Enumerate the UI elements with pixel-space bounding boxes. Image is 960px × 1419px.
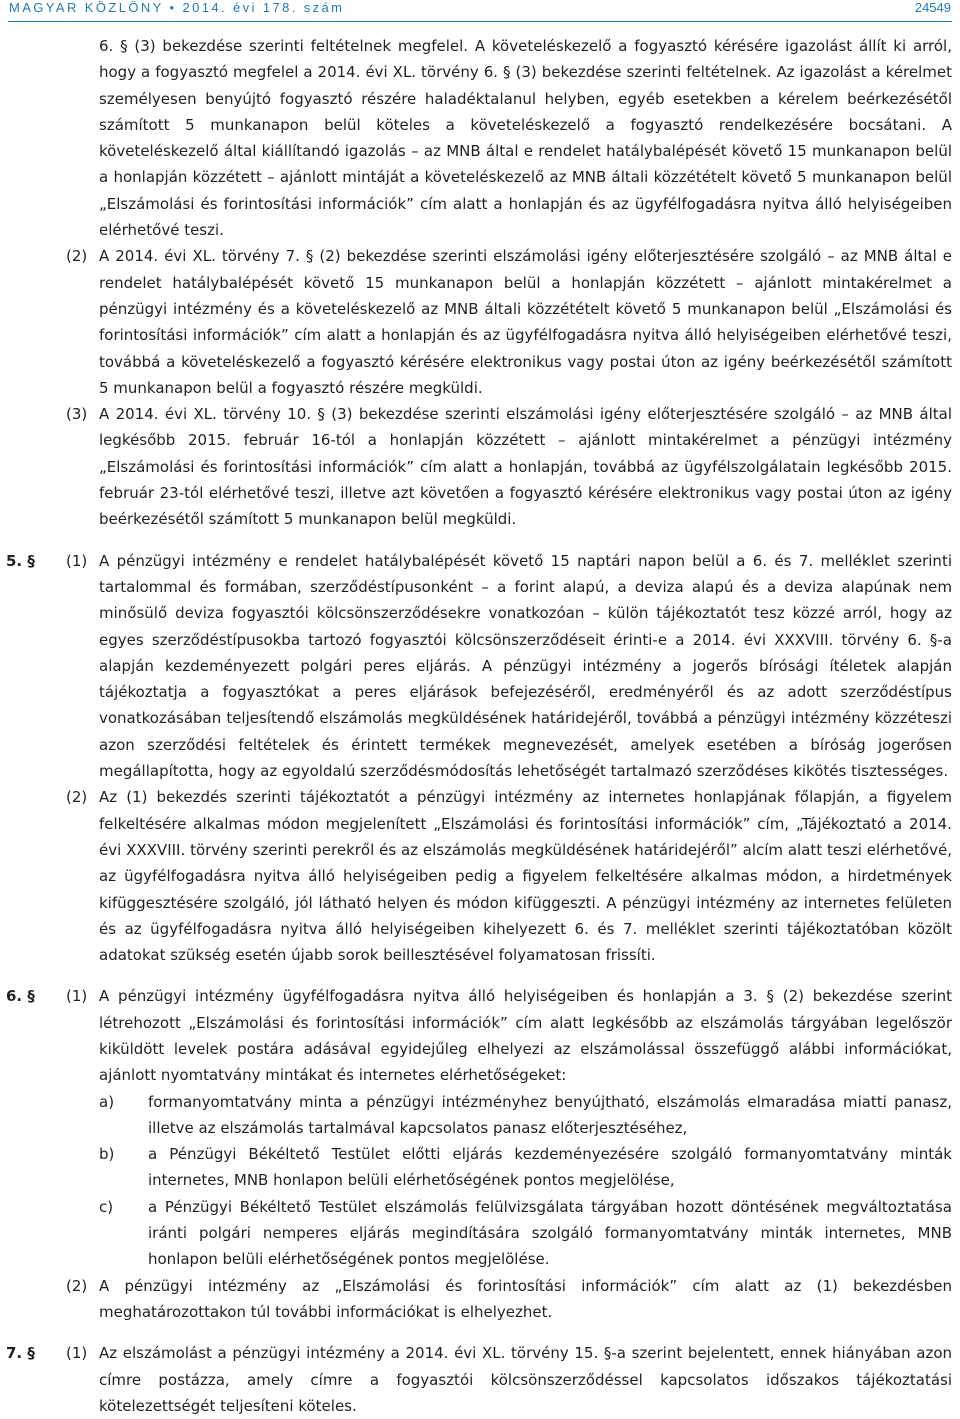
document-body: [0, 33, 960, 1419]
paragraph-text: A 2014. évi XL. törvény 10. § (3) bekezdése szerinti elszámolási igény előterjesztésére szolgáló – az MNB által legkésőbb 2015. február 16-tól a honlapján közzétett – ajánlott mintakérelmet a pénzügyi intézmény „Elszámolási és forintosítási információk” cím alatt a honlapján, továbbá az ügyfélszolgálatain legkésőbb 2015. február 23-tól elérhetővé teszi, illetve azt követően a fogyasztó kérésére elektronikus vagy postai úton az igény beérkezésétől számított 5 munkanapon belül megküldi.: [99, 405, 952, 529]
section-7-paragraph-1: [0, 1340, 960, 1419]
paragraph-number: (1): [66, 551, 88, 570]
list-item-text: a Pénzügyi Békéltető Testület előtti eljárás kezdeményezésére szolgáló formanyomtatvány minták internetes, MNB honlapon belüli elérhetőségének pontos megjelölése,: [148, 1145, 952, 1190]
section-label: 6. §: [6, 987, 35, 1006]
list-item-label: c): [99, 1197, 114, 1216]
section-label: 7. §: [6, 1344, 35, 1363]
intro-paragraph-2: [0, 243, 960, 401]
header-divider: [8, 21, 952, 22]
paragraph-text: A pénzügyi intézmény ügyfélfogadásra nyitva álló helyiségeiben és honlapján a 3. § (2) bekezdése szerint létrehozott „Elszámolási és forintosítási információk” cím alatt legkésőbb az elszámolás tárgyában legelőször kiküldött levelek postára adásával egyidejűleg elhelyezi az elszámolással összefüggő alábbi információkat, ajánlott nyomtatvány mintákat és internetes elérhetőségeket:: [99, 987, 952, 1085]
page-header: [0, 0, 960, 18]
paragraph-text: A pénzügyi intézmény e rendelet hatálybalépését követő 15 naptári napon belül a 6. és 7. melléklet szerinti tartalommal és formában, szerződéstípusonként – a forint alapú, a deviza alapú és a deviza alapúnak nem minősülő deviza fogyasztói kölcsönszerződésekre vonatkozóan – külön tájékoztatót tesz közzé arról, hogy az egyes szerződéstípusokba tartozó fogyasztói kölcsönszerződéseit érinti-e a 2014. évi XXXVIII. törvény 6. §-a alapján kezdeményezett polgári peres eljárás. A pénzügyi intézmény a jogerős bírósági ítéletek alapján tájékoztatja a fogyasztókat a peres eljárások befejezéséről, eredményéről és az adott szerződéstípus vonatkozásában teljesítendő elszámolás megküldésének határidejéről, továbbá a pénzügyi intézmény közzéteszi azon szerződési feltételek és érintett termékek megnevezését, amelyek esetében a bíróság jogerősen megállapította, hogy az egyoldalú szerződésmódosítás lehetőségét tartalmazó szerződéses kikötés tisztességes.: [99, 551, 952, 781]
paragraph-number: (2): [66, 788, 88, 807]
intro-paragraph: 6. § (3) bekezdése szerinti feltételnek megfelel. A követeléskezelő a fogyasztó kérésére igazolást állít ki arról, hogy a fogyasztó megfelel a 2014. évi XL. törvény 6. § (3) bekezdése szerinti feltételnek. Az igazolást a kérelmet személyesen benyújtó fogyasztó részére haladéktalanul helyben, egyéb esetekben a kérelem beérkezésétől számított 5 munkanapon belül köteles a követeléskezelő a fogyasztó rendelkezésére bocsátani. A követeléskezelő által kiállítandó igazolás – az MNB által e rendelet hatálybalépését követő 15 munkanapon belül a honlapján közzétett – ajánlott mintáját a követeléskezelő az MNB általi közzétételt követő 5 munkanapon belül „Elszámolási és forintosítási információk” cím alatt a honlapján és az ügyfélfogadásra nyitva álló helyiségeiben elérhetővé teszi.: [99, 37, 952, 240]
list-item-label: b): [99, 1145, 115, 1164]
section-5-paragraph-1: [0, 548, 960, 785]
paragraph-number: (3): [66, 405, 88, 424]
page-number: 24549: [914, 0, 951, 15]
section-label: 5. §: [6, 551, 35, 570]
list-item-label: a): [99, 1092, 115, 1111]
paragraph-text: Az (1) bekezdés szerinti tájékoztatót a pénzügyi intézmény az internetes honlapjának főlapján, a figyelem felkeltésére alkalmas módon megjelenített „Elszámolási és forintosítási információk” cím, „Tájékoztató a 2014. évi XXXVIII. törvény szerinti perekről és az elszámolás megküldésének határidejéről” alcím alatt teszi elérhetővé, az ügyfélfogadásra nyitva álló helyiségeiben pedig a figyelem felkeltésére alkalmas módon, a hirdetmények kifüggesztésére szolgáló, jól látható helyen és módon kifüggeszti. A pénzügyi intézmény az internetes felületen és az ügyfélfogadásra nyitva álló helyiségeiben kihelyezett 6. és 7. melléklet szerinti tájékoztatóban közölt adatokat szükség esetén újabb sorok beillesztésével folyamatosan frissíti.: [99, 788, 952, 965]
section-6-paragraph-1: [0, 983, 960, 1088]
section-6-paragraph-2: [0, 1273, 960, 1326]
list-item-c: [0, 1194, 960, 1273]
list-item-text: a Pénzügyi Békéltető Testület elszámolás felülvizsgálata tárgyában hozott döntésének megváltoztatása iránti polgári nemperes eljárás megindítására szolgáló formanyomtatvány minták internetes, MNB honlapon belüli elérhetőségének pontos megjelölése.: [148, 1197, 952, 1269]
paragraph-number: (2): [66, 1276, 88, 1295]
paragraph-text: A pénzügyi intézmény az „Elszámolási és forintosítási információk” cím alatt az (1) bekezdésben meghatározottakon túl további információkat is elhelyezhet.: [99, 1276, 952, 1321]
paragraph-number: (1): [66, 987, 88, 1006]
section-5-paragraph-2: [0, 784, 960, 968]
paragraph-number: (2): [66, 247, 88, 266]
journal-title: MAGYAR KÖZLÖNY • 2014. évi 178. szám: [9, 0, 345, 15]
paragraph-number: (1): [66, 1344, 88, 1363]
list-item-b: [0, 1141, 960, 1194]
list-item-text: formanyomtatvány minta a pénzügyi intézményhez benyújtható, elszámolás elmaradása miatti panasz, illetve az elszámolás tartalmával kapcsolatos panasz előterjesztéséhez,: [148, 1092, 952, 1137]
list-item-a: [0, 1089, 960, 1142]
intro-paragraph-3: [0, 401, 960, 532]
paragraph-text: Az elszámolást a pénzügyi intézmény a 2014. évi XL. törvény 15. §-a szerint bejelentett, ennek hiányában azon címre postázza, amely címre a fogyasztói kölcsönszerződéssel kapcsolatos időszakos tájékoztatási kötelezettségét teljesíteni köteles.: [99, 1344, 952, 1415]
paragraph-text: A 2014. évi XL. törvény 7. § (2) bekezdése szerinti elszámolási igény előterjesztésére szolgáló – az MNB által e rendelet hatálybalépését követő 15 munkanapon belül a honlapján közzétett – ajánlott mintakérelmet a pénzügyi intézmény és a követeléskezelő az MNB általi közzétételt követő 5 munkanapon belül „Elszámolási és forintosítási információk” cím alatt a honlapján és az ügyfélfogadásra nyitva álló helyiségeiben elérhetővé teszi, továbbá a követeléskezelő a fogyasztó kérésére elektronikus vagy postai úton az igény beérkezésétől számított 5 munkanapon belül a fogyasztó részére megküldi.: [99, 247, 952, 397]
